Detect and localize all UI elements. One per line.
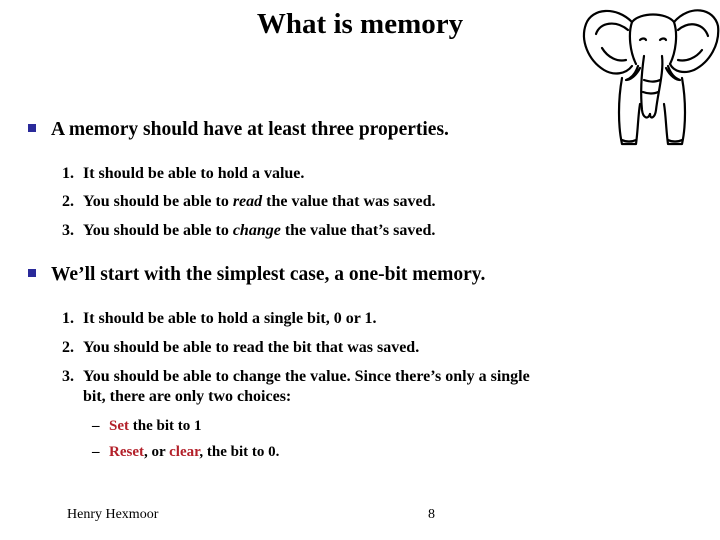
bullet-1-text: A memory should have at least three properties. bbox=[51, 119, 449, 140]
bullet-square-icon bbox=[28, 269, 36, 277]
item-text-emphasis: change bbox=[232, 222, 281, 239]
dash-marker: – bbox=[92, 444, 100, 460]
choice-text: the bit to 1 bbox=[129, 418, 202, 434]
item-text-line-2: bit, there are only two choices: bbox=[83, 388, 292, 405]
keyword-clear: clear bbox=[169, 444, 200, 460]
choice-text: , the bit to 0. bbox=[199, 444, 280, 460]
slide-title: What is memory bbox=[256, 8, 464, 40]
page-number: 8 bbox=[428, 507, 435, 522]
item-text: It should be able to hold a single bit, 0 or 1. bbox=[83, 310, 377, 327]
item-number: 2. bbox=[62, 339, 74, 356]
dash-marker: – bbox=[92, 418, 100, 434]
b1-item-3 bbox=[62, 221, 435, 241]
bullet-1 bbox=[28, 117, 449, 143]
item-number: 2. bbox=[62, 193, 74, 210]
keyword-reset: Reset bbox=[109, 444, 144, 460]
item-text-pre: You should be able to bbox=[83, 222, 233, 239]
b1-item-1 bbox=[62, 164, 304, 184]
item-number: 3. bbox=[62, 368, 74, 385]
bullet-square-icon bbox=[28, 124, 36, 132]
choice-set bbox=[92, 416, 202, 436]
item-text: It should be able to hold a value. bbox=[83, 165, 305, 182]
b2-item-3 bbox=[62, 367, 530, 407]
keyword-set: Set bbox=[109, 418, 129, 434]
choice-reset bbox=[92, 442, 279, 462]
b2-item-1 bbox=[62, 309, 377, 329]
elephant-icon bbox=[578, 0, 720, 150]
item-text: You should be able to read the bit that was saved. bbox=[83, 339, 420, 356]
item-text-pre: You should be able to bbox=[83, 193, 233, 210]
item-text-post: the value that’s saved. bbox=[280, 222, 436, 239]
footer-author: Henry Hexmoor bbox=[67, 507, 159, 522]
choice-text-mid: , or bbox=[143, 444, 170, 460]
item-text-emphasis: read bbox=[232, 193, 263, 210]
b2-item-2 bbox=[62, 338, 419, 358]
item-text-line-1: You should be able to change the value. Since there’s only a single bbox=[83, 368, 530, 385]
item-number: 3. bbox=[62, 222, 74, 239]
item-number: 1. bbox=[62, 310, 74, 327]
b1-item-2 bbox=[62, 192, 436, 212]
item-number: 1. bbox=[62, 165, 74, 182]
bullet-2-text: We’ll start with the simplest case, a one-bit memory. bbox=[51, 264, 486, 285]
bullet-2 bbox=[28, 262, 485, 288]
item-text-post: the value that was saved. bbox=[262, 193, 436, 210]
